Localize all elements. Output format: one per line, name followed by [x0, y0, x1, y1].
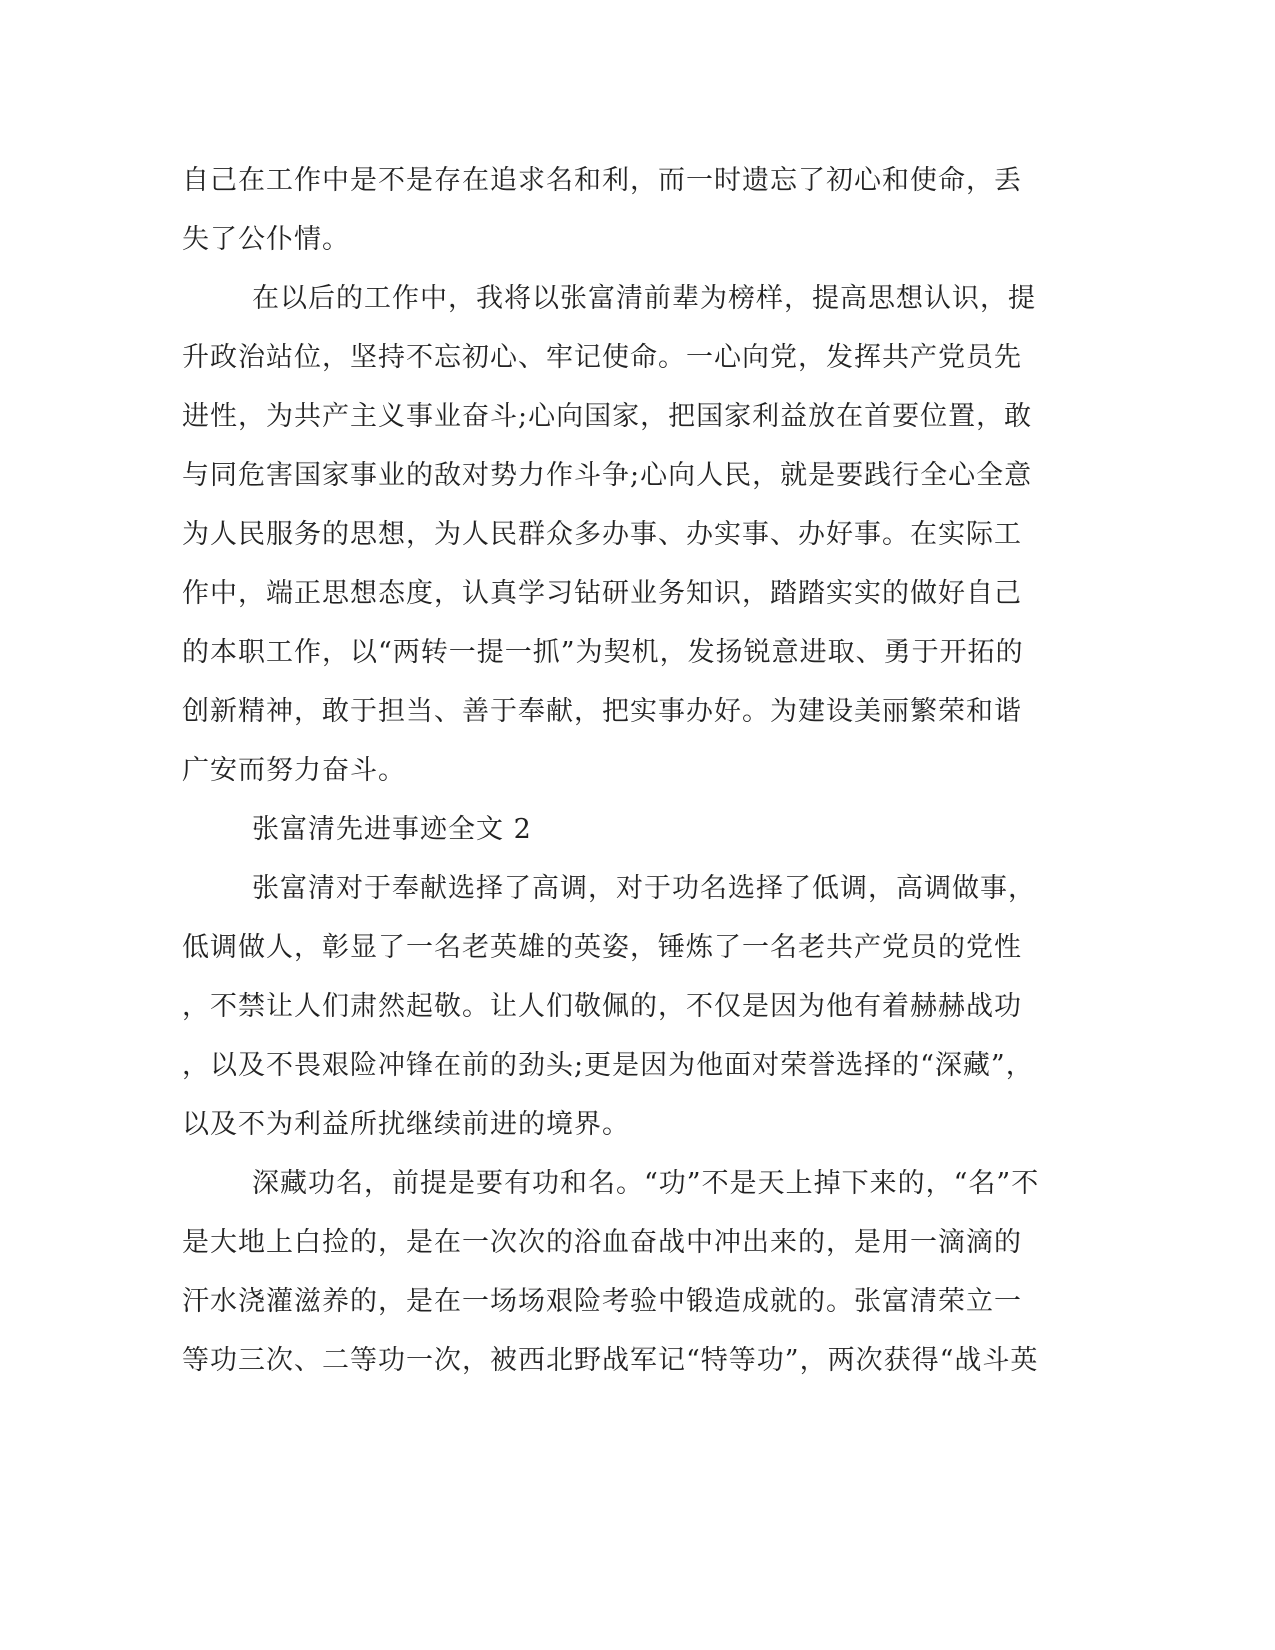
- paragraph-line: 创新精神，敢于担当、善于奉献，把实事办好。为建设美丽繁荣和谐: [182, 696, 1022, 727]
- paragraph-line: 作中，端正思想态度，认真学习钻研业务知识，踏踏实实的做好自己: [182, 578, 1022, 609]
- paragraph-line: 低调做人，彰显了一名老英雄的英姿，锤炼了一名老共产党员的党性: [182, 932, 1022, 963]
- paragraph-line: 为人民服务的思想，为人民群众多办事、办实事、办好事。在实际工: [182, 519, 1022, 550]
- paragraph-line: ，以及不畏艰险冲锋在前的劲头;更是因为他面对荣誉选择的“深藏”，: [182, 1050, 1034, 1081]
- paragraph-line: 广安而努力奋斗。: [182, 755, 406, 786]
- paragraph-line: 自己在工作中是不是存在追求名和利，而一时遗忘了初心和使命，丢: [182, 165, 1022, 196]
- paragraph-line: 在以后的工作中，我将以张富清前辈为榜样，提高思想认识，提: [252, 283, 1036, 314]
- paragraph-line: 等功三次、二等功一次，被西北野战军记“特等功”，两次获得“战斗英: [182, 1345, 1039, 1376]
- paragraph-line: 与同危害国家事业的敌对势力作斗争;心向人民，就是要践行全心全意: [182, 460, 1033, 491]
- paragraph-line: 张富清对于奉献选择了高调，对于功名选择了低调，高调做事，: [252, 873, 1036, 904]
- section-heading: 张富清先进事迹全文 2: [252, 814, 532, 845]
- paragraph-line: 升政治站位，坚持不忘初心、牢记使命。一心向党，发挥共产党员先: [182, 342, 1022, 373]
- paragraph-line: 汗水浇灌滋养的，是在一场场艰险考验中锻造成就的。张富清荣立一: [182, 1286, 1022, 1317]
- paragraph-line: ，不禁让人们肃然起敬。让人们敬佩的，不仅是因为他有着赫赫战功: [182, 991, 1022, 1022]
- paragraph-line: 是大地上白捡的，是在一次次的浴血奋战中冲出来的，是用一滴滴的: [182, 1227, 1022, 1258]
- paragraph-line: 失了公仆情。: [182, 224, 350, 255]
- paragraph-line: 深藏功名，前提是要有功和名。“功”不是天上掉下来的，“名”不: [252, 1168, 1040, 1199]
- paragraph-line: 以及不为利益所扰继续前进的境界。: [182, 1109, 630, 1140]
- paragraph-line: 的本职工作，以“两转一提一抓”为契机，发扬锐意进取、勇于开拓的: [182, 637, 1024, 668]
- paragraph-line: 进性，为共产主义事业奋斗;心向国家，把国家利益放在首要位置，敢: [182, 401, 1033, 432]
